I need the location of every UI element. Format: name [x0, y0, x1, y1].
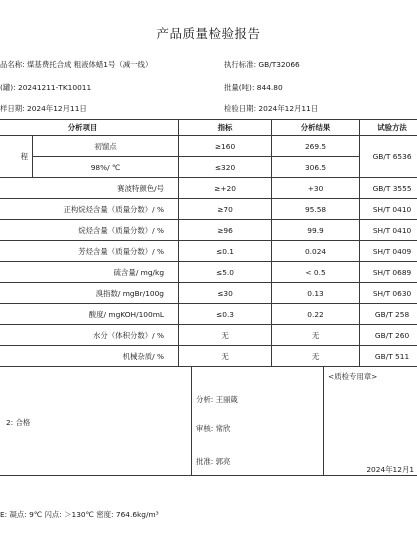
row-result: 269.5	[272, 136, 360, 157]
row-spec: ≤320	[179, 157, 272, 178]
row-method: SH/T 0410	[360, 199, 417, 220]
row-item: 烷烃含量（质量分数）/ %	[0, 220, 179, 241]
footer-remarks: E: 凝点: 9℃ 闪点: ＞130℃ 密度: 764.6kg/m³	[0, 510, 159, 519]
results-table	[0, 119, 417, 476]
row-result: 0.22	[272, 304, 360, 325]
row-method: GB/T 260	[360, 325, 417, 346]
product-name-label: 品名称:	[0, 60, 25, 69]
header-item: 分析项目	[0, 120, 179, 136]
row-item: 芳烃含量（质量分数）/ %	[0, 241, 179, 262]
row-item: 正构烷烃含量（质量分数）/ %	[0, 199, 179, 220]
table-row	[0, 199, 417, 220]
inspect-date-value: 2024年12月11日	[258, 104, 319, 113]
standard-label: 执行标准:	[224, 60, 257, 69]
conclusion-text: 2: 合格	[6, 418, 31, 427]
batch-value: 20241211-TK10011	[18, 83, 92, 92]
row-item: 硫含量/ mg/kg	[0, 262, 179, 283]
row-result: +30	[272, 178, 360, 199]
report-title: 产品质量检验报告	[156, 26, 261, 41]
row-method: GB/T 6536	[360, 136, 417, 178]
batch-label: (罐):	[0, 83, 16, 92]
row-spec: ≤5.0	[179, 262, 272, 283]
table-row	[0, 220, 417, 241]
sample-date-value: 2024年12月11日	[27, 104, 87, 113]
stamp-date: 2024年12月1	[366, 464, 415, 474]
table-row	[0, 157, 417, 178]
row-method: SH/T 0410	[360, 220, 417, 241]
standard	[224, 59, 300, 70]
row-result: 99.9	[272, 220, 360, 241]
row-result: 无	[272, 346, 360, 367]
row-spec: ≤0.1	[179, 241, 272, 262]
table-row	[0, 346, 417, 367]
row-method: SH/T 0630	[360, 283, 417, 304]
row-spec: ≥+20	[179, 178, 272, 199]
row-item: 赛波特颜色/号	[0, 178, 179, 199]
header-spec: 指标	[179, 120, 272, 136]
row-result: 0.13	[272, 283, 360, 304]
stamp-cell	[324, 367, 417, 476]
row-spec: 无	[179, 325, 272, 346]
row-item: 溴指数/ mgBr/100g	[0, 283, 179, 304]
row-method: GB/T 511	[360, 346, 417, 367]
row-item: 机械杂质/ %	[0, 346, 179, 367]
row-item: 酸度/ mgKOH/100mL	[0, 304, 179, 325]
weight-value: 844.80	[256, 83, 283, 92]
table-row	[0, 304, 417, 325]
row-method: GB/T 258	[360, 304, 417, 325]
conclusion-cell	[0, 367, 192, 476]
row-item: 初馏点	[33, 136, 179, 157]
batch-weight	[224, 82, 283, 93]
row-result: 306.5	[272, 157, 360, 178]
table-row	[0, 241, 417, 262]
signature-cell	[192, 367, 324, 476]
row-spec: 无	[179, 346, 272, 367]
row-spec: ≥96	[179, 220, 272, 241]
row-result: < 0.5	[272, 262, 360, 283]
row-spec: ≥70	[179, 199, 272, 220]
product-name-value: 煤基费托合成 粗液体蜡1号（减一线）	[27, 60, 153, 69]
approver-signature: 批准: 郭亮	[196, 456, 231, 466]
sample-date-label: 样日期:	[0, 104, 25, 113]
table-row	[0, 178, 417, 199]
header-result: 分析结果	[272, 120, 360, 136]
table-row	[0, 136, 417, 157]
row-result: 无	[272, 325, 360, 346]
row-method: SH/T 0409	[360, 241, 417, 262]
standard-value: GB/T32066	[258, 60, 300, 69]
row-item: 水分（体积分数）/ %	[0, 325, 179, 346]
weight-label: 批量(吨):	[224, 83, 255, 92]
table-row	[0, 283, 417, 304]
batch-number	[0, 82, 91, 93]
table-header-row	[0, 120, 417, 136]
inspect-date	[224, 103, 318, 114]
row-result: 95.58	[272, 199, 360, 220]
row-result: 0.024	[272, 241, 360, 262]
product-name	[0, 59, 152, 70]
header-method: 试验方法	[360, 120, 417, 136]
distillation-group-label: 程	[0, 136, 33, 178]
sample-date	[0, 103, 87, 114]
row-method: GB/T 3555	[360, 178, 417, 199]
row-method: SH/T 0689	[360, 262, 417, 283]
table-row	[0, 325, 417, 346]
row-spec: ≤0.3	[179, 304, 272, 325]
conclusion-row	[0, 367, 417, 476]
stamp-label: <质检专用章>	[328, 371, 378, 381]
row-item: 98%/ ℃	[33, 157, 179, 178]
row-spec: ≤30	[179, 283, 272, 304]
reviewer-signature: 审核: 常欣	[196, 424, 231, 434]
inspect-date-label: 检验日期:	[224, 104, 257, 113]
table-row	[0, 262, 417, 283]
analyst-signature: 分析: 王丽箴	[196, 394, 238, 404]
row-spec: ≥160	[179, 136, 272, 157]
